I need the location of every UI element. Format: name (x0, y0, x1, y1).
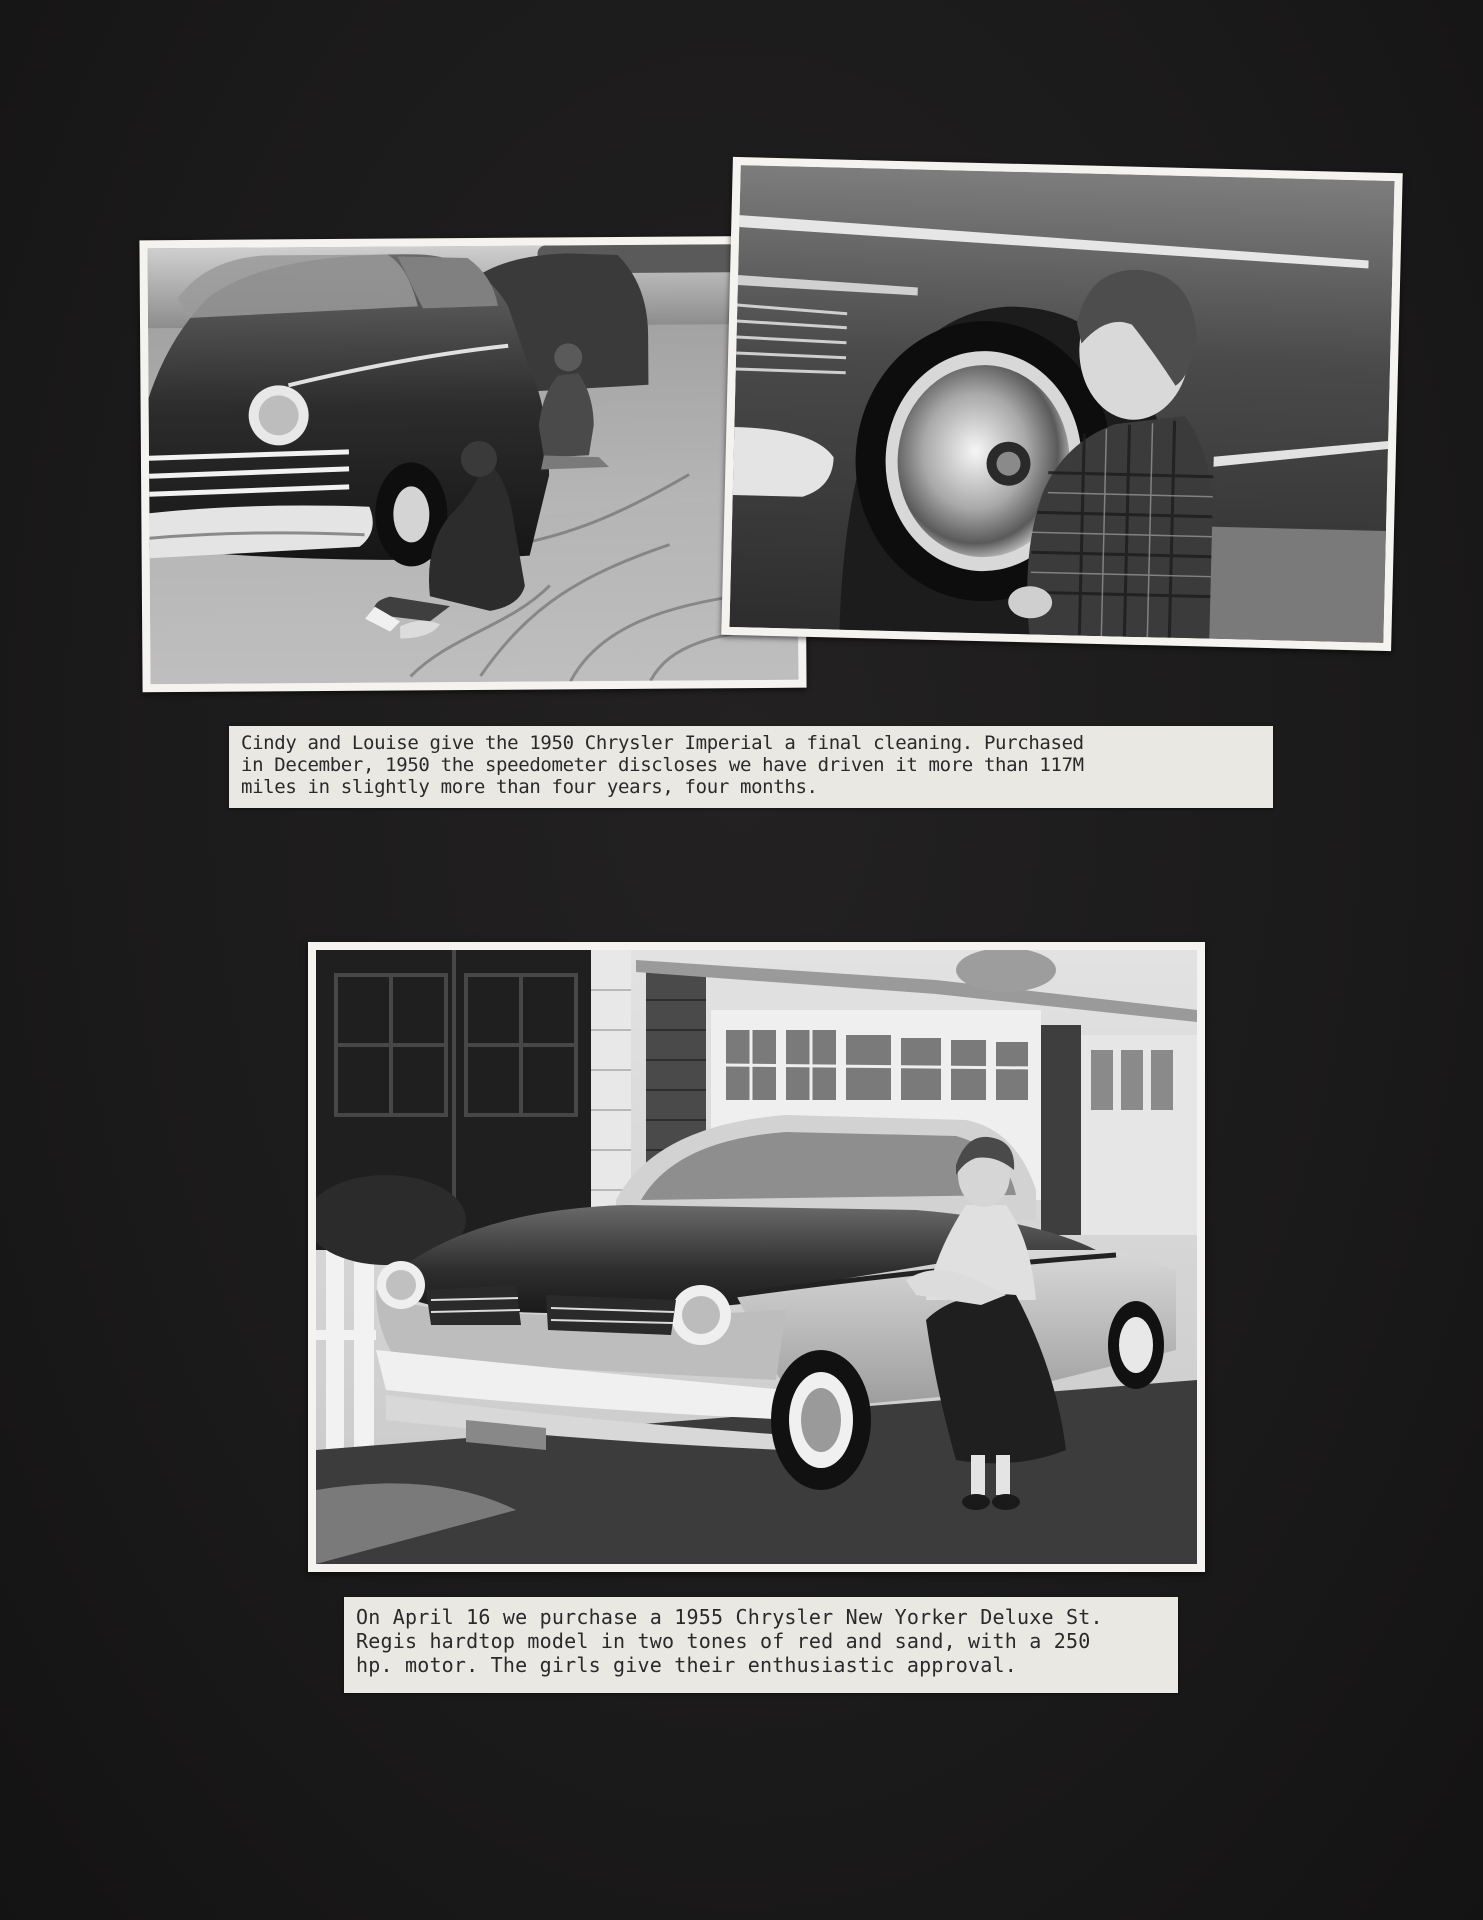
photo-1950-chrysler-cleaning (139, 236, 806, 693)
caption-1955-chrysler-line-1: On April 16 we purchase a 1955 Chrysler New Yorker Deluxe St. (356, 1605, 1103, 1629)
photo-hubcap-polishing-image (729, 165, 1394, 643)
caption-1950-chrysler-line-2: in December, 1950 the speedometer discloses we have driven it more than 117M (241, 754, 1084, 776)
caption-1950-chrysler-line-1: Cindy and Louise give the 1950 Chrysler Imperial a final cleaning. Purchased (241, 732, 1084, 754)
photo-1955-chrysler-new-yorker-image (316, 950, 1197, 1564)
caption-1950-chrysler-line-3: miles in slightly more than four years, four months. (241, 776, 818, 798)
caption-1950-chrysler (229, 726, 1273, 808)
caption-1955-chrysler-line-3: hp. motor. The girls give their enthusiastic approval. (356, 1653, 1018, 1677)
photo-1950-chrysler-cleaning-image (147, 244, 798, 685)
photo-1955-chrysler-new-yorker (308, 942, 1205, 1572)
photo-hubcap-polishing (721, 157, 1402, 651)
caption-1955-chrysler-line-2: Regis hardtop model in two tones of red and sand, with a 250 (356, 1629, 1091, 1653)
caption-1955-chrysler (344, 1597, 1178, 1693)
